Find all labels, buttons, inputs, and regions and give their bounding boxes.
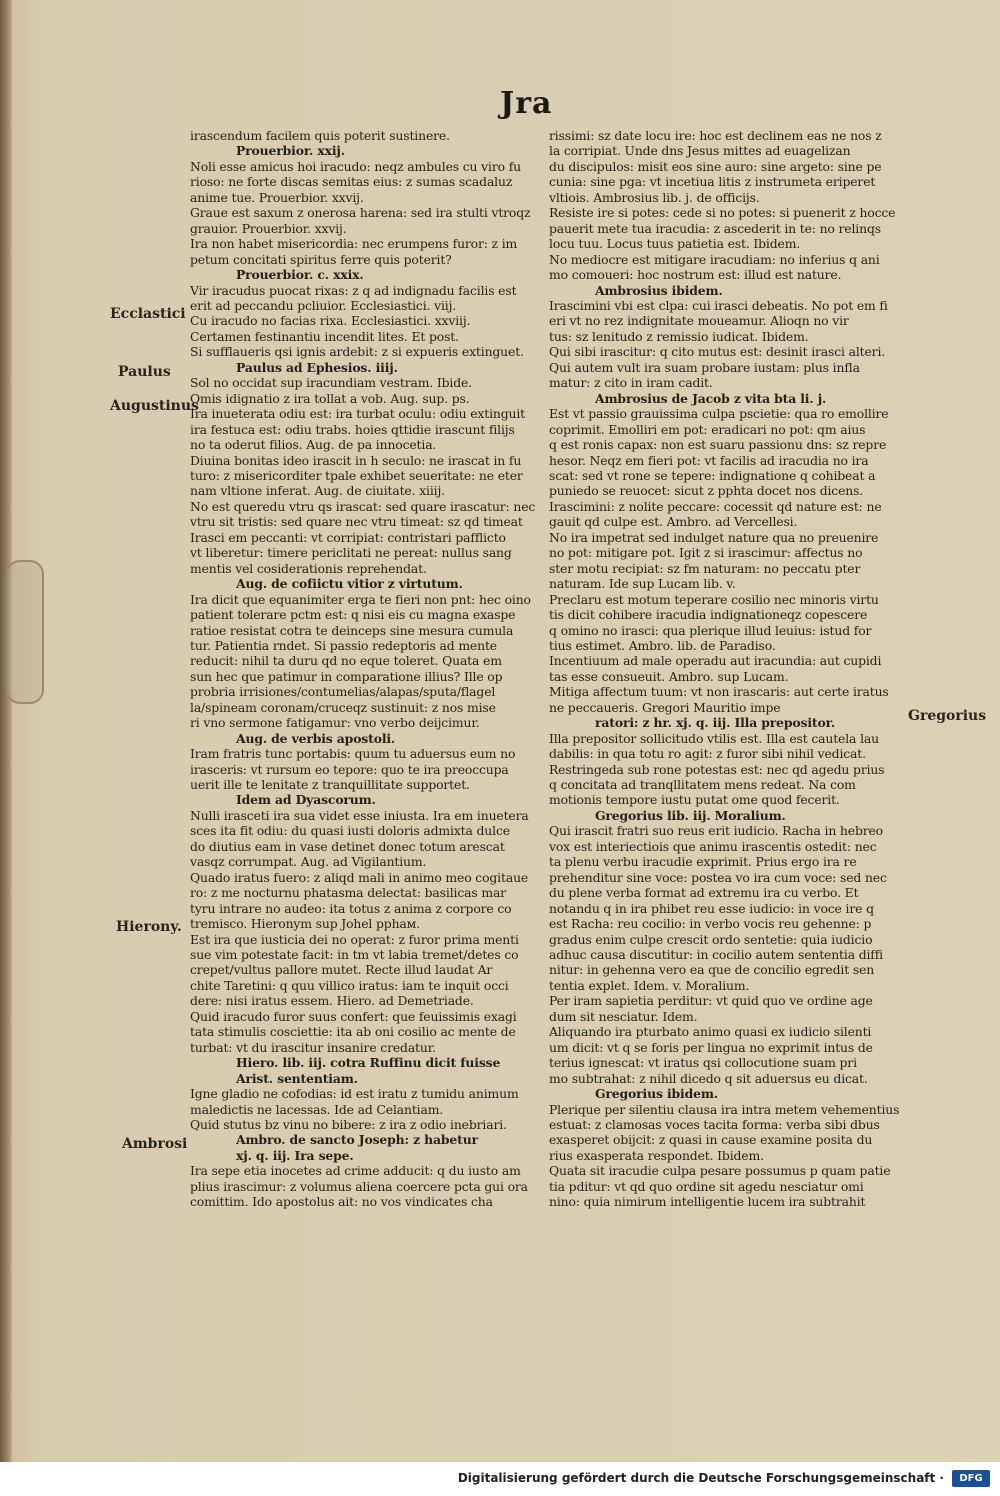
section-heading: Gregorius ibidem. [595,1086,718,1102]
text-line: tentia explet. Idem. v. Moralium. [549,977,750,993]
text-line: tur. Patientia rndet. Si passio redeptoris ad mente [190,637,497,653]
text-line: Per iram sapietia perditur: vt quid quo ve ordine age [549,993,873,1009]
text-line: Igne gladio ne cofodias: id est iratu z tumidu animum [190,1086,519,1102]
text-line: Preclaru est motum teperare cosilio nec minoris virtu [549,591,879,607]
text-line: prehenditur sine voce: postea vo ira cum voce: sed nec [549,869,887,885]
text-line: turo: z misericorditer tpale exhibet seueritate: ne eter [190,467,523,483]
text-line: Resiste ire si potes: cede si no potes: si puenerit z hocce [549,205,896,221]
text-line: irascendum facilem quis poterit sustinere. [190,128,450,143]
section-heading: ratori: z hr. xj. q. iij. Illa prepositor. [595,715,835,731]
text-line: terius ignescat: vt iratus qsi collocutione suam pri [549,1055,857,1071]
text-line: No mediocre est mitigare iracudiam: no inferius q ani [549,251,880,267]
text-line: Mitiga affectum tuum: vt non irascaris: aut certe iratus [549,684,889,700]
section-heading: Gregorius lib. iij. Moralium. [595,807,786,823]
section-heading: Arist. sententiam. [236,1070,358,1086]
text-line: Omis idignatio z ira tollat a vob. Aug. sup. ps. [190,390,470,406]
text-line: nam vltione inferat. Aug. de ciuitate. xiiij. [190,483,445,499]
text-line: sces ita fit odiu: du quasi iusti doloris admixta dulce [190,823,510,839]
text-line: tata stimulis cosciettie: ita ab oni cosilio ac mente de [190,1024,516,1040]
text-line: Nulli irasceti ira sua videt esse iniusta. Ira em inuetera [190,807,529,823]
text-line: Aliquando ira pturbato animo quasi ex iudicio silenti [549,1024,872,1040]
text-line: Incentiuum ad male operadu aut iracundia: aut cupidi [549,653,882,669]
section-heading: Ambrosius ibidem. [595,282,723,298]
text-line: Qui irascit fratri suo reus erit iudicio. Racha in hebreo [549,823,883,839]
text-line: Illa prepositor sollicitudo vtilis est. Illa est cautela lau [549,730,879,746]
section-heading: Ambrosius de Jacob z vita bta li. j. [595,390,827,406]
text-line: no ta oderut filios. Aug. de pa innocetia. [190,437,437,453]
text-line: du plene verba format ad extremu ira cu verbo. Et [549,885,859,901]
text-line: vtru sit tristis: sed quare nec vtru timeat: sz qd timeat [190,514,523,530]
section-heading: Prouerbior. c. xxix. [236,267,364,283]
text-line: ri vno sermone fatigamur: vno verbo deijcimur. [190,715,480,731]
book-clasp [6,560,44,704]
margin-note-gregorius: Gregorius [908,708,987,724]
margin-note-augustinus: Augustinus [110,398,199,414]
text-line: la/spineam coronam/cruceqz sustinuit: z nos mise [190,699,496,715]
book-binding [0,0,12,1462]
section-heading: Aug. de verbis apostoli. [236,730,396,746]
text-line: nino: quia nimirum intelligentie lucem ira subtrahit [549,1194,866,1210]
text-line: no pot: mitigare pot. Igit z si irascimur: affectus no [549,545,863,561]
text-line: Diuina bonitas ideo irascit in h seculo: ne irascat in fu [190,452,522,468]
text-line: ira festuca est: odiu trabs. hoies qttidie irascunt filijs [190,421,515,437]
text-line: Restringeda sub rone potestas est: nec qd agedu prius [549,761,885,777]
text-line: tas esse consueuit. Ambro. sup Lucam. [549,668,789,684]
text-line: eri vt no rez indignitate moueamur. Alioqn no vir [549,313,849,329]
text-line: Irascimini: z nolite peccare: cocessit qd nature est: ne [549,498,882,514]
text-line: naturam. Ide sup Lucam lib. v. [549,576,736,592]
text-line: No ira impetrat sed indulget nature qua no preuenire [549,529,879,545]
text-line: Iram fratris tunc portabis: quum tu aduersus eum no [190,746,516,762]
text-line: Irascimini vbi est clpa: cui irasci debeatis. No pot em fi [549,297,888,313]
text-line: Ira dicit que equanimiter erga te fieri non pnt: hec oino [190,591,531,607]
text-line: vox est interiectiois que animu irascentis ostedit: nec [549,838,877,854]
section-heading: Idem ad Dyascorum. [236,792,376,808]
text-line: notandu q in ira phibet reu esse iudicio: in voce ire q [549,900,874,916]
text-line: est Racha: reu cocilio: in verbo vocis reu gehenne: p [549,916,872,932]
section-heading: xj. q. iij. Ira sepe. [236,1147,354,1163]
text-line: dabilis: in qua totu ro agit: z furor sibi nihil vedicat. [549,746,866,762]
text-line: ratioe resistat cotra te deinceps sine mesura cumula [190,622,514,638]
text-line: Graue est saxum z onerosa harena: sed ira stulti vtroqz [190,205,531,221]
text-line: Noli esse amicus hoi iracudo: neqz ambules cu viro fu [190,158,521,174]
text-line: rissimi: sz date locu ire: hoc est declinem eas ne nos z [549,128,882,143]
funding-credit: Digitalisierung gefördert durch die Deutsche Forschungsgemeinschaft · [457,1471,944,1485]
text-line: ro: z me nocturnu phatasma delectat: basilicas mar [190,885,506,901]
text-line: adhuc causa discutitur: in cocilio autem sententia diffi [549,947,883,963]
text-line: puniedo se reuocet: sicut z pphta docet nos dicens. [549,483,864,499]
text-line: coprimit. Emolliri em pot: eradicari no pot: qm aius [549,421,866,437]
section-heading: Aug. de cofiictu vitior z virtutum. [236,576,463,592]
text-line: Qui sibi irascitur: q cito mutus est: desinit irasci alteri. [549,344,886,360]
text-line: sun hec que patimur in comparatione illius? Ille op [190,668,503,684]
margin-note-hieronymus: Hierony. [116,919,182,935]
text-line: crepet/vultus pallore mutet. Recte illud laudat Ar [190,962,493,978]
text-line: nitur: in gehenna vero ea que de concilio egredit sen [549,962,875,978]
text-line: dere: nisi iratus essem. Hiero. ad Demetriade. [190,993,474,1009]
text-line: Plerique per silentiu clausa ira intra metem vehementius [549,1101,900,1117]
text-line: cunia: sine pga: vt incetiua litis z instrumeta eriperet [549,174,876,190]
text-line: ta plenu verbu iracudie exprimit. Prius ergo ira re [549,854,857,870]
text-line: Quid stutus bz vinu no bibere: z ira z odio inebriari. [190,1117,507,1132]
text-line: maledictis ne lacessas. Ide ad Celantiam. [190,1101,444,1117]
text-line: q omino no irasci: qua plerique illud leuius: istud for [549,622,872,638]
text-line: vasqz corrumpat. Aug. ad Vigilantium. [190,854,427,870]
text-line: ne peccaueris. Gregori Mauritio impe [549,699,781,715]
text-line: Quata sit iracudie culpa pesare possumus p quam patie [549,1163,891,1179]
section-heading: Hiero. lib. iij. cotra Ruffinu dicit fuisse [236,1055,501,1071]
text-line: gradus enim culpe crescit ordo sentetie: quia iudicio [549,931,873,947]
text-line: tus: sz lenitudo z remissio iudicat. Ibidem. [549,328,809,344]
section-heading: Ambro. de sancto Joseph: z habetur [236,1132,478,1148]
text-line: tia pditur: vt qd quo ordine sit agedu nesciatur omi [549,1178,864,1194]
text-line: sue vim potestate facit: in tm vt labia tremet/detes co [190,947,519,963]
text-line: tius estimet. Ambro. lib. de Paradiso. [549,637,776,653]
text-line: q concitata ad tranqllitatem mens redeat. Na com [549,777,856,793]
text-line: rioso: ne forte discas semitas eius: z sumas scadaluz [190,174,513,190]
dfg-logo: DFG [952,1470,990,1487]
text-line: Est vt passio grauissima culpa pscietie: qua ro emollire [549,406,889,422]
text-line: estuat: z clamosas voces tacita forma: verba sibi dbus [549,1117,880,1132]
text-line: Est ira que iusticia dei no operat: z furor prima menti [190,931,519,947]
left-text-column [190,128,544,1210]
text-line: Certamen festinantiu incendit lites. Et post. [190,328,459,344]
margin-note-paulus: Paulus [118,364,171,380]
text-line: motionis tempore iustu putat ome quod fecerit. [549,792,840,808]
text-line: scat: sed vt rone se tepere: indignatione q cohibeat a [549,467,876,483]
text-line: plius irascimur: z volumus aliena coercere pcta gui ora [190,1178,528,1194]
text-line: Sol no occidat sup iracundiam vestram. Ibide. [190,375,472,391]
section-heading: Paulus ad Ephesios. iiij. [236,359,398,375]
digitization-footer [0,1462,1000,1496]
text-line: erit ad peccandu pcliuior. Ecclesiastici. viij. [190,297,457,313]
text-line: patient tolerare pctm est: q nisi eis cu magna exaspe [190,607,516,623]
text-line: comittim. Ido apostolus ait: no vos vindicates cha [190,1194,493,1210]
text-line: hesor. Neqz em fieri pot: vt facilis ad iracudia no ira [549,452,869,468]
text-line: la corripiat. Unde dns Jesus mittes ad euagelizan [549,143,851,159]
text-line: q est ronis capax: non est suaru passionu dns: sz repre [549,437,887,453]
text-line: locu tuu. Locus tuus patietia est. Ibidem. [549,236,801,252]
running-head: Jra [500,86,553,121]
text-line: do diutius eam in vase detinet donec totum arescat [190,838,505,854]
text-line: Quado iratus fuero: z aliqd mali in animo meo cogitaue [190,869,529,885]
text-line: mo comoueri: hoc nostrum est: illud est nature. [549,267,842,283]
text-line: tremisco. Hieronym sup Johel pphaм. [190,916,420,932]
section-heading: Prouerbior. xxij. [236,143,345,159]
text-line: Si sufflaueris qsi ignis ardebit: z si expueris extinguet. [190,344,524,360]
text-line: du discipulos: misit eos sine auro: sine argeto: sine pe [549,158,882,174]
text-line: gauit qd culpe est. Ambro. ad Vercellesi. [549,514,798,530]
text-line: mentis vel cosiderationis reprehendat. [190,560,427,576]
text-line: irasceris: vt rursum eo tepore: quo te ira preoccupa [190,761,509,777]
text-line: mo subtrahat: z nihil dicedo q sit aduersus eu dicat. [549,1070,868,1086]
text-line: anime tue. Prouerbior. xxvij. [190,189,364,205]
text-line: Qui autem vult ira suam probare iustam: plus infla [549,359,860,375]
text-line: Irasci em peccanti: vt corripiat: contristari pafflicto [190,529,506,545]
text-line: reducit: nihil ta duru qd no eque toleret. Quata em [190,653,502,669]
text-line: dum sit nesciatur. Idem. [549,1008,698,1024]
text-line: exasperet obijcit: z quasi in cause examine posita du [549,1132,873,1148]
text-line: Vir iracudus puocat rixas: z q ad indignadu facilis est [190,282,517,298]
text-line: Ira sepe etia inocetes ad crime adducit: q du iusto am [190,1163,521,1179]
right-text-column [549,128,901,1210]
text-line: petum concitati spiritus ferre quis poterit? [190,251,452,267]
text-line: chite Taretini: q quu villico iratus: iam te inquit occi [190,977,509,993]
text-line: Cu iracudo no facias rixa. Ecclesiastici. xxviij. [190,313,471,329]
text-line: rius exasperata respondet. Ibidem. [549,1147,764,1163]
text-line: vltiois. Ambrosius lib. j. de officijs. [549,189,760,205]
text-line: pauerit mete tua iracudia: z ascederit in te: no relinqs [549,220,881,236]
text-line: No est queredu vtru qs irascat: sed quare irascatur: nec [190,498,536,514]
text-line: Quid iracudo furor suus confert: que feuissimis exagi [190,1008,517,1024]
text-line: matur: z cito in iram cadit. [549,375,713,391]
margin-note-ecclesiastici: Ecclastici [110,306,186,322]
text-line: Ira non habet misericordia: nec erumpens furor: z im [190,236,518,252]
margin-note-ambrosius: Ambrosi [122,1136,188,1152]
text-line: um dicit: vt q se foris per lingua no exprimit intus de [549,1039,873,1055]
text-line: Ira inueterata odiu est: ira turbat oculu: odiu extinguit [190,406,525,422]
text-line: vt liberetur: timere periclitati ne pereat: nullus sang [190,545,512,561]
text-line: turbat: vt du irascitur insanire credatur. [190,1039,436,1055]
text-line: uerit ille te lenitate z tranquillitate supportet. [190,777,470,793]
text-line: tis dicit cohibere iracudia indignationeqz copescere [549,607,868,623]
text-line: ster motu recipiat: sz fm naturam: no peccatu pter [549,560,861,576]
text-line: probria irrisiones/contumelias/alapas/sputa/flagel [190,684,496,700]
text-line: grauior. Prouerbior. xxvij. [190,220,347,236]
text-line: tyru intrare no audeo: ita totus z anima z corpore co [190,900,512,916]
